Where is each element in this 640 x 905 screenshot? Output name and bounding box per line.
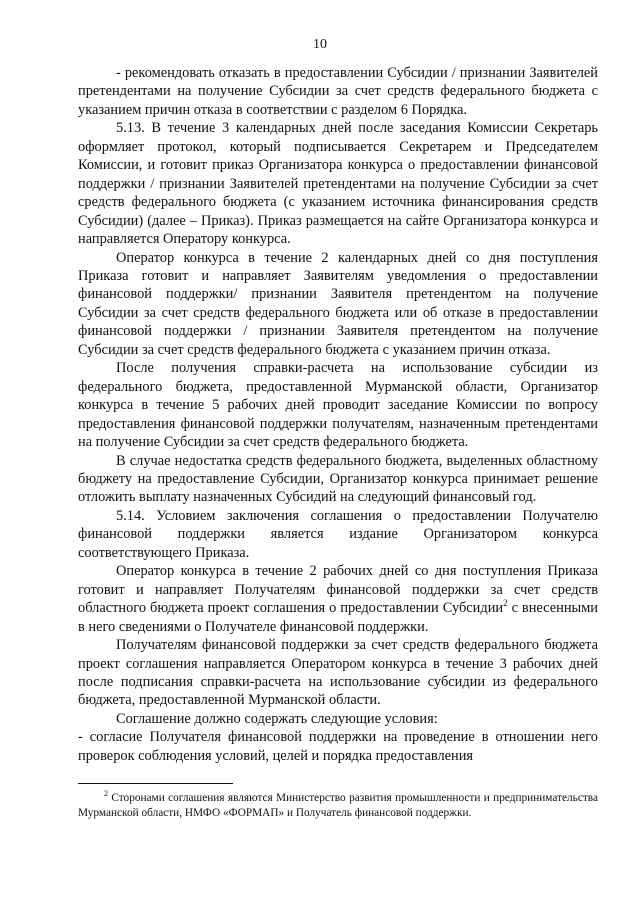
footnote-paragraph: [78, 791, 598, 821]
paragraph-federal-recipients: Получателям финансовой поддержки за счет средств федерального бюджета проект соглашения направляется Оператором конкурса в течение 3 рабочих дней после подписания справки-расчета на использование субсидии из федерального бюджета, предоставленной Мурманской области.: [78, 637, 598, 709]
footnote: [78, 791, 598, 821]
agreement-draft-text: Оператор конкурса в течение 2 рабочих дней со дня поступления Приказа готовит и направляет Получателям финансовой поддержки за счет средств областного бюджета проект соглашения о предоставлении Субсидии: [78, 563, 598, 617]
footnote-divider: [78, 783, 233, 784]
paragraph-operator-notifications: Оператор конкурса в течение 2 календарных дней со дня поступления Приказа готовит и направляет Заявителям уведомления о предоставлении финансовой поддержки/ признании Заявителя претендентом на получение Субсидии за счет средств федерального бюджета или об отказе в предоставлении финансовой поддержки / признании Заявителя претендентом на получение Субсидии за счет средств федерального бюджета с указанием причин отказа.: [78, 249, 598, 358]
body-text: [78, 64, 598, 765]
footnote-marker: 2: [104, 789, 108, 799]
footnote-text: Сторонами соглашения являются Министерство развития промышленности и предпринимательства Мурманской области, НМФО «ФОРМАП» и Получатель финансовой поддержки.: [78, 792, 598, 819]
paragraph-insufficient-funds: В случае недостатка средств федерального бюджета, выделенных областному бюджету на предоставление Субсидии, Организатор конкурса принимает решение отложить выплату назначенных Субсидий на следующий финансовый год.: [78, 452, 598, 506]
footnote-reference: 2: [503, 598, 508, 609]
paragraph-5-14: 5.14. Условием заключения соглашения о предоставлении Получателю финансовой поддержки является издание Организатором конкурса соответствующего Приказа.: [78, 507, 598, 561]
paragraph-agreement-draft: [78, 562, 598, 636]
paragraph-5-13: 5.13. В течение 3 календарных дней после заседания Комиссии Секретарь оформляет протокол, который подписывается Секретарем и Председателем Комиссии, и готовит приказ Организатора конкурса о предоставлении финансовой поддержки / признании Заявителей претендентами на получение Субсидии за счет средств федерального бюджета (с указанием источника финансирования средств Субсидии) (далее – Приказ). Приказ размещается на сайте Организатора конкурса и направляется Оператору конкурса.: [78, 120, 598, 248]
paragraph-consent-checks: - согласие Получателя финансовой поддержки на проведение в отношении него проверок соблюдения условий, целей и порядка предоставления: [78, 729, 598, 764]
agreement-draft-text-end: с внесенными в него сведениями о Получателе финансовой поддержки.: [78, 600, 598, 635]
page-number: 10: [313, 37, 327, 52]
paragraph-commission-meeting: После получения справки-расчета на использование субсидии из федерального бюджета, предоставленной Мурманской области, Организатор конкурса в течение 5 рабочих дней проводит заседание Комиссии по вопросу предоставления финансовой поддержки получателям, назначенным претендентами на получение Субсидии за счет средств федерального бюджета.: [78, 360, 598, 451]
paragraph-recommend-refuse: - рекомендовать отказать в предоставлении Субсидии / признании Заявителей претендентами на получение Субсидии за счет средств федерального бюджета с указанием причин отказа в соответствии с разделом 6 Порядка.: [78, 65, 598, 118]
paragraph-agreement-conditions: Соглашение должно содержать следующие условия:: [116, 710, 438, 727]
